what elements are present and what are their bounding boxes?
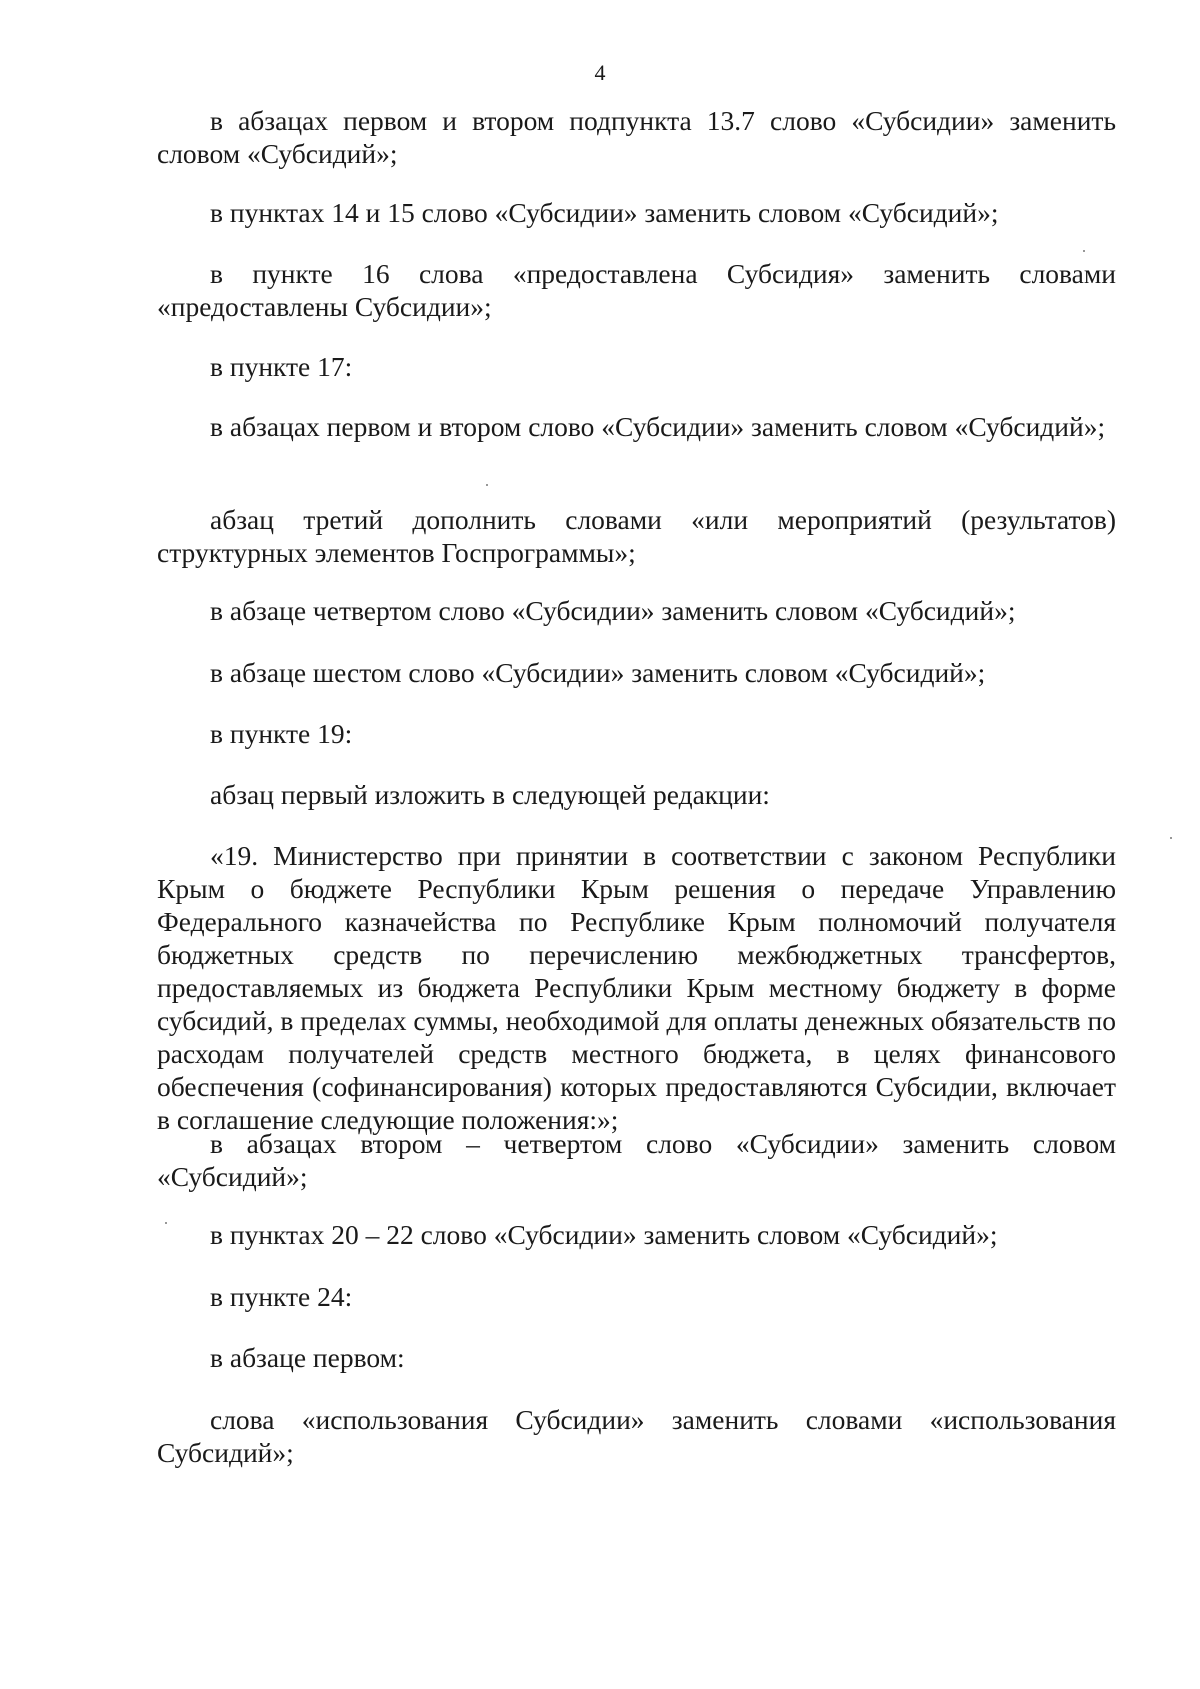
scan-speck bbox=[165, 1222, 167, 1224]
paragraph-9: в пункте 19: bbox=[210, 718, 353, 749]
paragraph-6: абзац третий дополнить словами «или мероприятий (результатов) структурных элементов Госпрограммы»; bbox=[157, 504, 1116, 568]
scan-speck bbox=[1083, 250, 1085, 252]
scan-speck bbox=[1170, 837, 1172, 839]
scan-speck bbox=[486, 484, 488, 486]
paragraph-8: в абзаце шестом слово «Субсидии» заменить словом «Субсидий»; bbox=[210, 657, 986, 688]
paragraph-11: «19. Министерство при принятии в соответствии с законом Республики Крым о бюджете Республики Крым решения о передаче Управлению Федерального казначейства по Республике Крым полномочий получателя бюджетных средств по перечислению межбюджетных трансфертов, предоставляемых из бюджета Республики Крым местному бюджету в форме субсидий, в пределах суммы, необходимой для оплаты денежных обязательств по расходам получателей средств местного бюджета, в целях финансового обеспечения (софинансирования) которых предоставляются Субсидии, включает в соглашение следующие положения:»; bbox=[157, 840, 1116, 1135]
paragraph-14: в пункте 24: bbox=[210, 1281, 353, 1312]
page-number: 4 bbox=[594, 60, 606, 85]
paragraph-4: в пункте 17: bbox=[210, 351, 353, 382]
paragraph-10: абзац первый изложить в следующей редакции: bbox=[210, 779, 770, 810]
paragraph-15: в абзаце первом: bbox=[210, 1342, 405, 1373]
paragraph-3: в пункте 16 слова «предоставлена Субсидия» заменить словами «предоставлены Субсидии»; bbox=[157, 258, 1116, 322]
paragraph-5: в абзацах первом и втором слово «Субсидии» заменить словом «Субсидий»; bbox=[210, 411, 1106, 442]
paragraph-13: в пунктах 20 – 22 слово «Субсидии» заменить словом «Субсидий»; bbox=[210, 1219, 998, 1250]
paragraph-16: слова «использования Субсидии» заменить словами «использования Субсидий»; bbox=[157, 1404, 1116, 1468]
paragraph-1: в абзацах первом и втором подпункта 13.7 слово «Субсидии» заменить словом «Субсидий»; bbox=[157, 105, 1116, 169]
paragraph-12: в абзацах втором – четвертом слово «Субсидии» заменить словом «Субсидий»; bbox=[157, 1128, 1116, 1192]
paragraph-2: в пунктах 14 и 15 слово «Субсидии» заменить словом «Субсидий»; bbox=[210, 197, 999, 228]
paragraph-7: в абзаце четвертом слово «Субсидии» заменить словом «Субсидий»; bbox=[210, 595, 1016, 626]
